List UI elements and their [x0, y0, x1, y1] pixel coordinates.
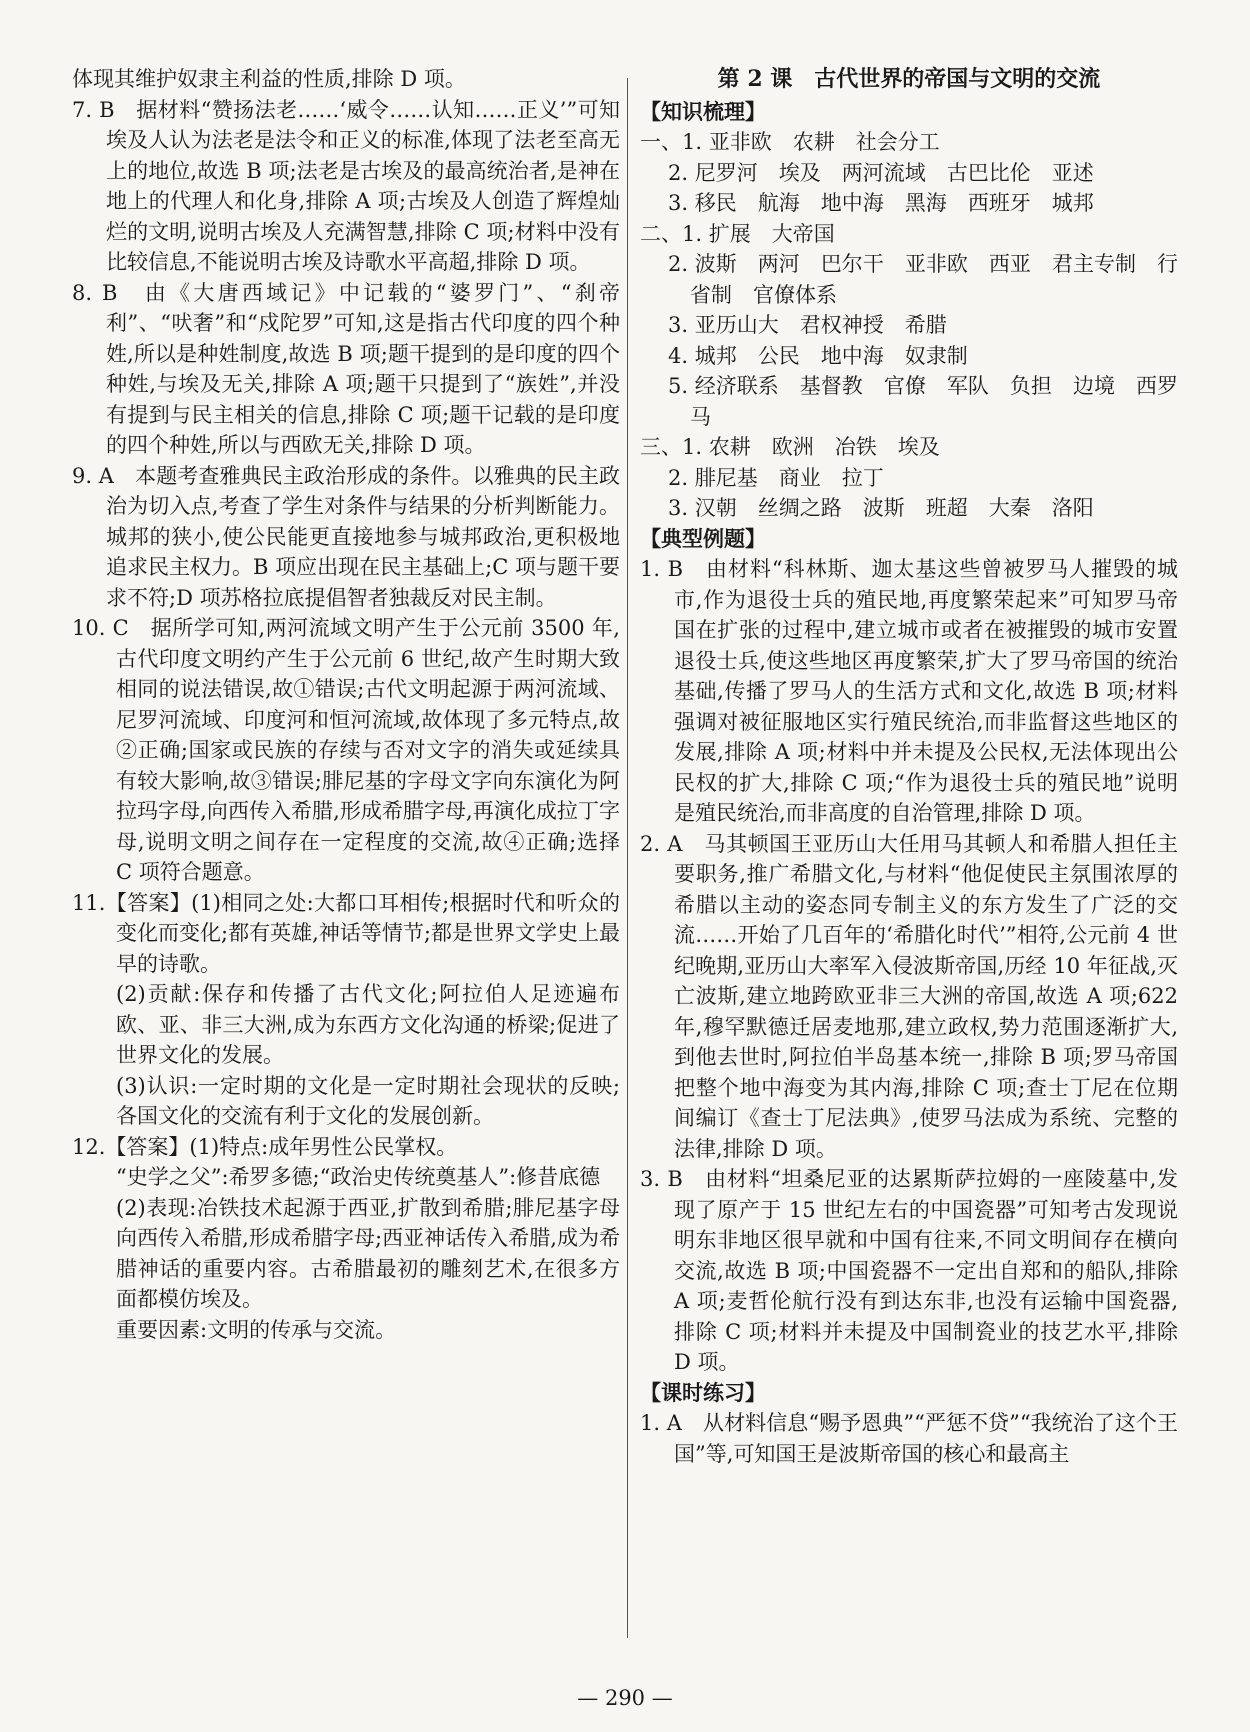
- answer-12-part-2: (2)表现:冶铁技术起源于西亚,扩散到希腊;腓尼基字母向西传入希腊,形成希腊字母;西亚神话传入希腊,成为希腊神话的重要内容。古希腊最初的雕刻艺术,在很多方面都模仿埃及。: [116, 1195, 620, 1311]
- answer-7: 7. B 据材料“赞扬法老……‘威令……认知……正义’”可知埃及人认为法老是法令和正义的标准,体现了法老至高无上的地位,故选 B 项;法老是古埃及的最高统治者,是神在地上的代理人和化身,排除 A 项;古埃及人创造了辉煌灿烂的文明,说明古埃及人充满智慧,排除 C 项;材料中没有比较信息,不能说明古埃及诗歌水平高超,排除 D 项。: [72, 97, 620, 274]
- knowledge-line: 5. 经济联系 基督教 官僚 军队 负担 边境 西罗马: [668, 374, 1178, 429]
- knowledge-line: 4. 城邦 公民 地中海 奴隶制: [668, 343, 968, 368]
- left-column: [72, 64, 620, 1345]
- knowledge-line: 2. 尼罗河 埃及 两河流域 古巴比伦 亚述: [668, 160, 1094, 185]
- example-answer-1: 1. B 由材料“科林斯、迦太基这些曾被罗马人摧毁的城市,作为退役士兵的殖民地,再度繁荣起来”可知罗马帝国在扩张的过程中,建立城市或者在被摧毁的城市安置退役士兵,使这些地区再度繁荣,扩大了罗马帝国的统治基础,传播了罗马人的生活方式和文化,故选 B 项;材料强调对被征服地区实行殖民统治,而非监督这些地区的发展,排除 A 项;材料中并未提及公民权,无法体现出公民权的扩大,排除 C 项;“作为退役士兵的殖民地”说明是殖民统治,而非高度的自治管理,排除 D 项。: [640, 557, 1178, 825]
- example-answer-3: 3. B 由材料“坦桑尼亚的达累斯萨拉姆的一座陵墓中,发现了原产于 15 世纪左右的中国瓷器”可知考古发现说明东非地区很早就和中国有往来,不同文明间存在横向交流,故选 B 项;中国瓷器不一定出自郑和的船队,排除 A 项;麦哲伦航行没有到达东非,也没有运输中国瓷器,排除 C 项;材料并未提及中国制瓷业的技艺水平,排除 D 项。: [640, 1167, 1178, 1374]
- answer-9: 9. A 本题考查雅典民主政治形成的条件。以雅典的民主政治为切入点,考查了学生对条件与结果的分析判断能力。城邦的狭小,使公民能更直接地参与城邦政治,更积极地追求民主权力。B 项应出现在民主基础上;C 项与题干要求不符;D 项苏格拉底提倡智者独裁反对民主制。: [72, 463, 620, 610]
- answer-12-factor: 重要因素:文明的传承与交流。: [116, 1317, 397, 1342]
- knowledge-line: 2. 波斯 两河 巴尔干 亚非欧 西亚 君主专制 行省制 官僚体系: [668, 252, 1178, 307]
- knowledge-line: 二、1. 扩展 大帝国: [640, 221, 835, 246]
- knowledge-line: 三、1. 农耕 欧洲 冶铁 埃及: [640, 435, 940, 459]
- knowledge-line: 3. 汉朝 丝绸之路 波斯 班超 大秦 洛阳: [668, 496, 1094, 520]
- answer-6-continuation: 体现其维护奴隶主利益的性质,排除 D 项。: [72, 67, 466, 91]
- answer-11-part-2: (2)贡献:保存和传播了古代文化;阿拉伯人足迹遍布欧、亚、非三大洲,成为东西方文化沟通的桥梁;促进了世界文化的发展。: [116, 982, 620, 1067]
- knowledge-line: 3. 亚历山大 君权神授 希腊: [668, 313, 947, 337]
- knowledge-line: 3. 移民 航海 地中海 黑海 西班牙 城邦: [668, 191, 1094, 215]
- lesson-title: 第 2 课 古代世界的帝国与文明的交流: [717, 66, 1101, 92]
- example-answer-2: 2. A 马其顿国王亚历山大任用马其顿人和希腊人担任主要职务,推广希腊文化,与材料“他促使民主氛围浓厚的希腊以主动的姿态同专制主义的东方发生了广泛的交流……开始了几百年的‘希腊化时代’”相符,公元前 4 世纪晚期,亚历山大率军入侵波斯帝国,历经 10 年征战,灭亡波斯,建立地跨欧亚非三大洲的帝国,故选 A 项;622 年,穆罕默德迁居麦地那,建立政权,势力范围逐渐扩大,到他去世时,阿拉伯半岛基本统一,排除 B 项;罗马帝国把整个地中海变为其内海,排除 C 项;查士丁尼在位期间编订《查士丁尼法典》,使罗马法成为系统、完整的法律,排除 D 项。: [640, 831, 1178, 1161]
- page-number: — 290 —: [577, 1686, 673, 1710]
- answer-12-historians: “史学之父”:希罗多德;“政治史传统奠基人”:修昔底德: [116, 1165, 601, 1189]
- section-examples-heading: 【典型例题】: [640, 525, 766, 551]
- answer-8: 8. B 由《大唐西域记》中记载的“婆罗门”、“刹帝利”、“吠奢”和“戍陀罗”可知,这是指古代印度的四个种姓,所以是种姓制度,故选 B 项;题干提到的是印度的四个种姓,与埃及无关,排除 A 项;题干只提到了“族姓”,并没有提到与民主相关的信息,排除 C 项;题干记载的是印度的四个种姓,所以与西欧无关,排除 D 项。: [72, 280, 620, 457]
- column-divider: [627, 78, 628, 1638]
- answer-11-part-1: 11.【答案】(1)相同之处:大都口耳相传;根据时代和听众的变化而变化;都有英雄,神话等情节;都是世界文学史上最早的诗歌。: [72, 890, 620, 976]
- section-practice-heading: 【课时练习】: [640, 1379, 766, 1405]
- answer-10: 10. C 据所学可知,两河流域文明产生于公元前 3500 年,古代印度文明约产生于公元前 6 世纪,故产生时期大致相同的说法错误,故①错误;古代文明起源于两河流域、尼罗河流域、印度河和恒河流域,故体现了多元特点,故②正确;国家或民族的存续与否对文字的消失或延续具有较大影响,故③错误;腓尼基的字母文字向东演化为阿拉玛字母,向西传入希腊,形成希腊字母,再演化成拉丁字母,说明文明之间存在一定程度的交流,故④正确;选择 C 项符合题意。: [72, 616, 620, 884]
- practice-answer-1: 1. A 从材料信息“赐予恩典”“严惩不贷”“我统治了这个王国”等,可知国王是波斯帝国的核心和最高主: [640, 1411, 1178, 1466]
- answer-11-part-3: (3)认识:一定时期的文化是一定时期社会现状的反映;各国文化的交流有利于文化的发展创新。: [116, 1073, 620, 1128]
- knowledge-line: 一、1. 亚非欧 农耕 社会分工: [640, 130, 940, 154]
- section-knowledge-heading: 【知识梳理】: [640, 98, 766, 124]
- knowledge-line: 2. 腓尼基 商业 拉丁: [668, 465, 884, 490]
- right-column: [640, 64, 1178, 1469]
- answer-12-part-1: 12.【答案】(1)特点:成年男性公民掌权。: [72, 1134, 458, 1159]
